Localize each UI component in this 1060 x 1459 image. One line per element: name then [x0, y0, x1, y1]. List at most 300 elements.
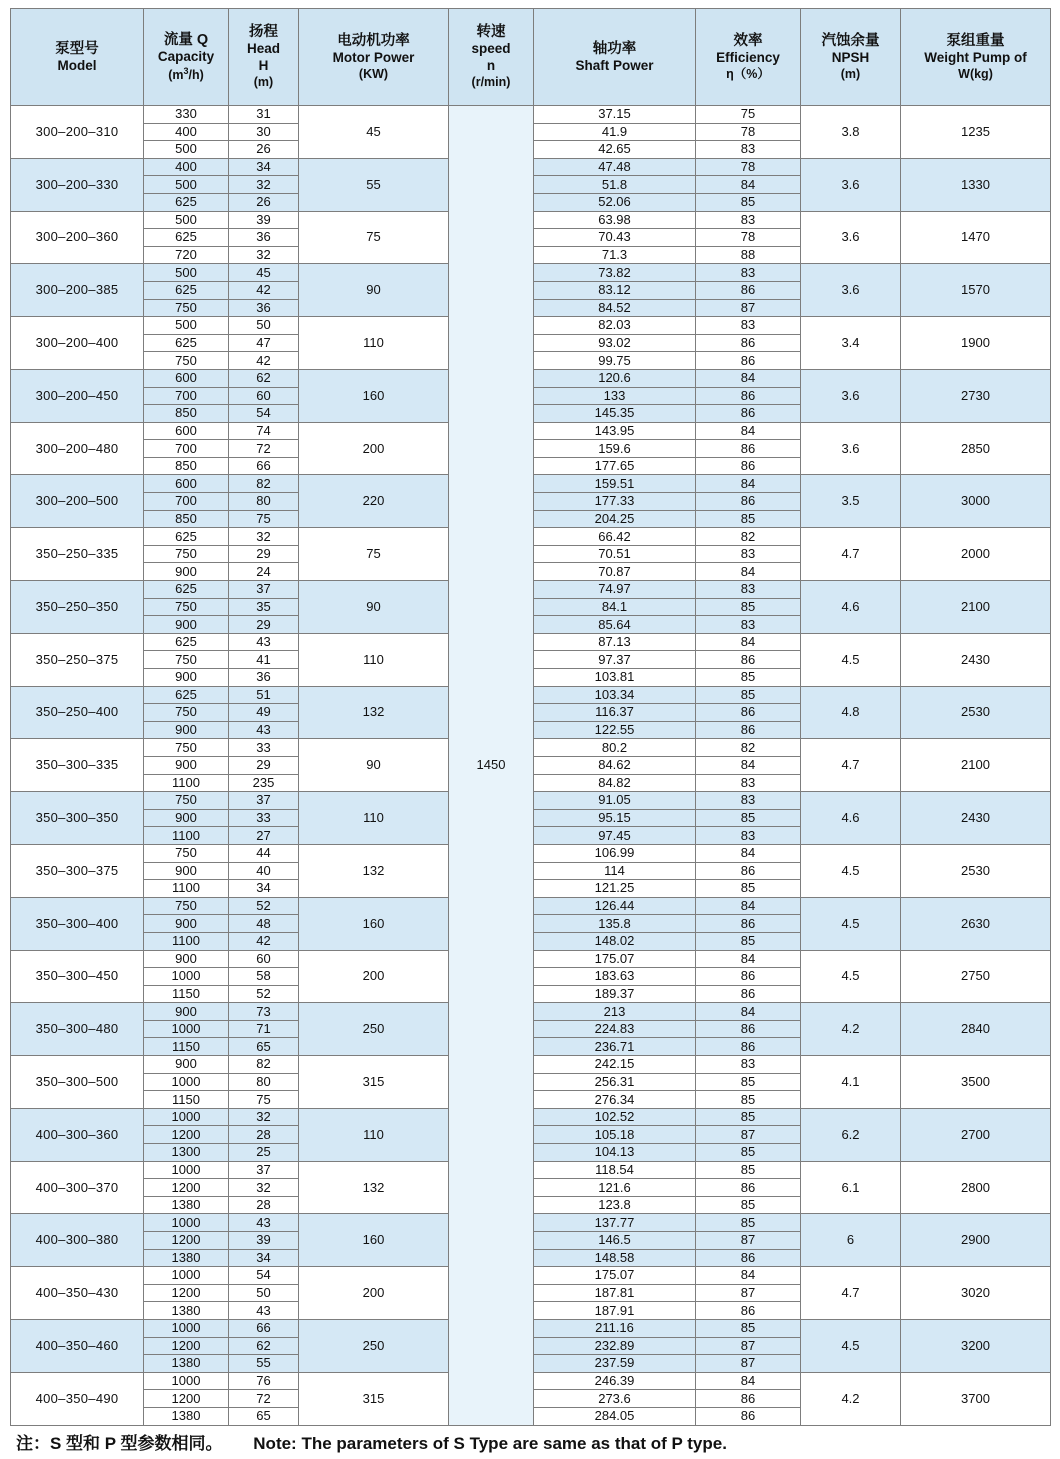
cell-efficiency: 83 — [696, 211, 801, 229]
cell-shaft-power: 189.37 — [534, 985, 696, 1003]
cell-shaft-power: 102.52 — [534, 1108, 696, 1126]
cell-shaft-power: 84.62 — [534, 756, 696, 774]
cell-shaft-power: 137.77 — [534, 1214, 696, 1232]
cell-head: 72 — [229, 440, 299, 458]
header-speed — [449, 9, 534, 106]
cell-efficiency: 86 — [696, 915, 801, 933]
header-capacity-en: Capacity — [157, 48, 215, 64]
cell-shaft-power: 116.37 — [534, 704, 696, 722]
cell-motor-power: 160 — [299, 369, 449, 422]
cell-shaft-power: 120.6 — [534, 369, 696, 387]
cell-efficiency: 85 — [696, 598, 801, 616]
cell-shaft-power: 135.8 — [534, 915, 696, 933]
cell-shaft-power: 148.02 — [534, 932, 696, 950]
cell-weight: 3000 — [901, 475, 1051, 528]
cell-model: 350–250–335 — [11, 528, 144, 581]
cell-efficiency: 87 — [696, 1126, 801, 1144]
cell-weight: 2730 — [901, 369, 1051, 422]
cell-shaft-power: 177.65 — [534, 457, 696, 475]
cell-shaft-power: 122.55 — [534, 721, 696, 739]
header-model-cn: 泵型号 — [55, 40, 99, 57]
cell-efficiency: 87 — [696, 1337, 801, 1355]
cell-model: 350–250–400 — [11, 686, 144, 739]
cell-head: 44 — [229, 844, 299, 862]
cell-efficiency: 84 — [696, 176, 801, 194]
cell-model: 350–300–375 — [11, 844, 144, 897]
cell-model: 400–350–430 — [11, 1267, 144, 1320]
header-capacity-cn: 流量 Q — [163, 31, 209, 48]
cell-efficiency: 84 — [696, 897, 801, 915]
cell-weight: 2100 — [901, 739, 1051, 792]
cell-motor-power: 55 — [299, 158, 449, 211]
cell-npsh: 4.6 — [801, 792, 901, 845]
header-speed-unit: (r/min) — [471, 75, 511, 90]
cell-npsh: 4.7 — [801, 528, 901, 581]
cell-model: 350–250–375 — [11, 633, 144, 686]
cell-shaft-power: 159.51 — [534, 475, 696, 493]
cell-capacity: 850 — [144, 457, 229, 475]
cell-efficiency: 85 — [696, 880, 801, 898]
cell-head: 42 — [229, 932, 299, 950]
cell-weight: 2900 — [901, 1214, 1051, 1267]
cell-head: 26 — [229, 193, 299, 211]
cell-npsh: 3.6 — [801, 369, 901, 422]
cell-capacity: 1200 — [144, 1179, 229, 1197]
cell-efficiency: 84 — [696, 369, 801, 387]
cell-head: 37 — [229, 792, 299, 810]
cell-capacity: 1100 — [144, 880, 229, 898]
cell-npsh: 6.1 — [801, 1161, 901, 1214]
cell-head: 55 — [229, 1355, 299, 1373]
cell-efficiency: 86 — [696, 1407, 801, 1425]
header-head — [229, 9, 299, 106]
cell-model: 300–200–385 — [11, 264, 144, 317]
cell-capacity: 1200 — [144, 1232, 229, 1250]
cell-capacity: 750 — [144, 651, 229, 669]
cell-capacity: 1000 — [144, 1161, 229, 1179]
cell-model: 300–200–480 — [11, 422, 144, 475]
cell-shaft-power: 177.33 — [534, 493, 696, 511]
cell-capacity: 1150 — [144, 1091, 229, 1109]
cell-efficiency: 85 — [696, 1214, 801, 1232]
cell-shaft-power: 52.06 — [534, 193, 696, 211]
cell-efficiency: 86 — [696, 281, 801, 299]
header-efficiency-en: Efficiency — [716, 49, 780, 65]
cell-weight: 2000 — [901, 528, 1051, 581]
cell-efficiency: 85 — [696, 510, 801, 528]
cell-motor-power: 75 — [299, 528, 449, 581]
header-efficiency-cn: 效率 — [733, 32, 763, 49]
cell-model: 350–250–350 — [11, 581, 144, 634]
cell-capacity: 900 — [144, 756, 229, 774]
cell-capacity: 1000 — [144, 1372, 229, 1390]
cell-shaft-power: 276.34 — [534, 1091, 696, 1109]
cell-head: 32 — [229, 176, 299, 194]
cell-efficiency: 86 — [696, 968, 801, 986]
cell-head: 30 — [229, 123, 299, 141]
cell-npsh: 6.2 — [801, 1108, 901, 1161]
cell-head: 39 — [229, 211, 299, 229]
cell-motor-power: 200 — [299, 1267, 449, 1320]
cell-head: 28 — [229, 1126, 299, 1144]
cell-shaft-power: 74.97 — [534, 581, 696, 599]
cell-shaft-power: 114 — [534, 862, 696, 880]
cell-capacity: 750 — [144, 299, 229, 317]
cell-head: 32 — [229, 1179, 299, 1197]
cell-capacity: 700 — [144, 387, 229, 405]
cell-shaft-power: 66.42 — [534, 528, 696, 546]
cell-shaft-power: 146.5 — [534, 1232, 696, 1250]
cell-head: 51 — [229, 686, 299, 704]
cell-head: 34 — [229, 158, 299, 176]
cell-efficiency: 87 — [696, 299, 801, 317]
cell-head: 235 — [229, 774, 299, 792]
cell-efficiency: 86 — [696, 704, 801, 722]
cell-head: 62 — [229, 1337, 299, 1355]
cell-capacity: 750 — [144, 739, 229, 757]
cell-head: 43 — [229, 1214, 299, 1232]
cell-motor-power: 160 — [299, 897, 449, 950]
cell-shaft-power: 93.02 — [534, 334, 696, 352]
cell-motor-power: 220 — [299, 475, 449, 528]
footnote-cn: 注：S 型和 P 型参数相同。 — [16, 1433, 223, 1453]
cell-motor-power: 200 — [299, 422, 449, 475]
cell-model: 300–200–450 — [11, 369, 144, 422]
cell-capacity: 750 — [144, 598, 229, 616]
cell-head: 60 — [229, 950, 299, 968]
cell-shaft-power: 37.15 — [534, 106, 696, 124]
cell-speed: 1450 — [449, 106, 534, 1426]
cell-motor-power: 315 — [299, 1372, 449, 1425]
cell-head: 66 — [229, 1319, 299, 1337]
cell-shaft-power: 242.15 — [534, 1056, 696, 1074]
cell-shaft-power: 47.48 — [534, 158, 696, 176]
cell-weight: 2530 — [901, 844, 1051, 897]
cell-efficiency: 88 — [696, 246, 801, 264]
cell-head: 72 — [229, 1390, 299, 1408]
cell-shaft-power: 246.39 — [534, 1372, 696, 1390]
cell-npsh: 4.5 — [801, 844, 901, 897]
cell-shaft-power: 175.07 — [534, 1267, 696, 1285]
cell-capacity: 600 — [144, 475, 229, 493]
cell-capacity: 1380 — [144, 1302, 229, 1320]
header-npsh-unit: (m) — [840, 66, 861, 81]
cell-shaft-power: 84.82 — [534, 774, 696, 792]
cell-model: 300–200–400 — [11, 317, 144, 370]
cell-npsh: 4.2 — [801, 1003, 901, 1056]
cell-efficiency: 84 — [696, 950, 801, 968]
cell-weight: 2530 — [901, 686, 1051, 739]
cell-head: 32 — [229, 246, 299, 264]
cell-capacity: 1100 — [144, 827, 229, 845]
cell-model: 350–300–350 — [11, 792, 144, 845]
cell-capacity: 900 — [144, 721, 229, 739]
cell-efficiency: 86 — [696, 862, 801, 880]
cell-npsh: 3.5 — [801, 475, 901, 528]
cell-capacity: 1150 — [144, 1038, 229, 1056]
cell-model: 300–200–500 — [11, 475, 144, 528]
cell-capacity: 625 — [144, 281, 229, 299]
cell-capacity: 1200 — [144, 1284, 229, 1302]
cell-head: 43 — [229, 721, 299, 739]
cell-capacity: 1300 — [144, 1144, 229, 1162]
header-efficiency-unit: η（%） — [726, 66, 770, 81]
cell-capacity: 1380 — [144, 1196, 229, 1214]
cell-head: 29 — [229, 756, 299, 774]
cell-efficiency: 83 — [696, 616, 801, 634]
cell-efficiency: 83 — [696, 774, 801, 792]
cell-weight: 3500 — [901, 1056, 1051, 1109]
cell-capacity: 625 — [144, 528, 229, 546]
cell-capacity: 750 — [144, 844, 229, 862]
cell-head: 25 — [229, 1144, 299, 1162]
cell-efficiency: 85 — [696, 1319, 801, 1337]
cell-npsh: 4.8 — [801, 686, 901, 739]
cell-efficiency: 86 — [696, 985, 801, 1003]
cell-shaft-power: 187.91 — [534, 1302, 696, 1320]
cell-weight: 2800 — [901, 1161, 1051, 1214]
cell-capacity: 900 — [144, 809, 229, 827]
cell-efficiency: 86 — [696, 1390, 801, 1408]
header-weight — [901, 9, 1051, 106]
header-motor-power-en: Motor Power — [332, 49, 415, 65]
cell-efficiency: 85 — [696, 193, 801, 211]
cell-npsh: 4.1 — [801, 1056, 901, 1109]
cell-motor-power: 315 — [299, 1056, 449, 1109]
cell-capacity: 500 — [144, 317, 229, 335]
cell-head: 32 — [229, 1108, 299, 1126]
cell-shaft-power: 63.98 — [534, 211, 696, 229]
cell-capacity: 900 — [144, 862, 229, 880]
cell-shaft-power: 51.8 — [534, 176, 696, 194]
cell-head: 76 — [229, 1372, 299, 1390]
cell-head: 45 — [229, 264, 299, 282]
cell-efficiency: 85 — [696, 1108, 801, 1126]
cell-model: 300–200–310 — [11, 106, 144, 159]
cell-motor-power: 90 — [299, 581, 449, 634]
cell-shaft-power: 97.45 — [534, 827, 696, 845]
cell-capacity: 1000 — [144, 1214, 229, 1232]
cell-head: 80 — [229, 493, 299, 511]
cell-head: 74 — [229, 422, 299, 440]
cell-capacity: 330 — [144, 106, 229, 124]
cell-capacity: 600 — [144, 422, 229, 440]
cell-npsh: 4.6 — [801, 581, 901, 634]
cell-head: 27 — [229, 827, 299, 845]
header-weight-cn: 泵组重量 — [946, 32, 1005, 49]
cell-head: 48 — [229, 915, 299, 933]
cell-head: 36 — [229, 669, 299, 687]
cell-head: 52 — [229, 897, 299, 915]
cell-capacity: 850 — [144, 405, 229, 423]
cell-capacity: 1380 — [144, 1355, 229, 1373]
cell-efficiency: 86 — [696, 352, 801, 370]
cell-head: 29 — [229, 616, 299, 634]
cell-efficiency: 86 — [696, 1249, 801, 1267]
cell-head: 58 — [229, 968, 299, 986]
cell-capacity: 1000 — [144, 1267, 229, 1285]
header-weight-en: Weight Pump of — [924, 49, 1027, 65]
cell-shaft-power: 224.83 — [534, 1020, 696, 1038]
cell-shaft-power: 105.18 — [534, 1126, 696, 1144]
cell-head: 35 — [229, 598, 299, 616]
header-speed-en: speed — [471, 41, 511, 57]
cell-head: 82 — [229, 1056, 299, 1074]
cell-shaft-power: 133 — [534, 387, 696, 405]
cell-head: 37 — [229, 1161, 299, 1179]
cell-npsh: 3.6 — [801, 211, 901, 264]
cell-efficiency: 85 — [696, 686, 801, 704]
cell-head: 49 — [229, 704, 299, 722]
cell-weight: 2430 — [901, 792, 1051, 845]
cell-capacity: 750 — [144, 704, 229, 722]
cell-efficiency: 86 — [696, 1179, 801, 1197]
cell-shaft-power: 103.34 — [534, 686, 696, 704]
cell-motor-power: 110 — [299, 317, 449, 370]
header-speed-symbol: n — [486, 58, 496, 74]
cell-head: 54 — [229, 405, 299, 423]
cell-motor-power: 90 — [299, 739, 449, 792]
cell-model: 350–300–480 — [11, 1003, 144, 1056]
cell-model: 350–300–500 — [11, 1056, 144, 1109]
cell-efficiency: 86 — [696, 1302, 801, 1320]
table-row — [11, 106, 1051, 124]
cell-efficiency: 78 — [696, 123, 801, 141]
cell-motor-power: 75 — [299, 211, 449, 264]
cell-shaft-power: 99.75 — [534, 352, 696, 370]
header-speed-cn: 转速 — [476, 24, 506, 41]
cell-head: 39 — [229, 1232, 299, 1250]
cell-capacity: 625 — [144, 686, 229, 704]
cell-npsh: 3.6 — [801, 422, 901, 475]
cell-shaft-power: 70.43 — [534, 229, 696, 247]
cell-capacity: 900 — [144, 1056, 229, 1074]
cell-shaft-power: 42.65 — [534, 141, 696, 159]
cell-capacity: 625 — [144, 633, 229, 651]
cell-motor-power: 132 — [299, 1161, 449, 1214]
cell-shaft-power: 103.81 — [534, 669, 696, 687]
cell-head: 28 — [229, 1196, 299, 1214]
cell-capacity: 1150 — [144, 985, 229, 1003]
cell-shaft-power: 256.31 — [534, 1073, 696, 1091]
cell-model: 400–300–380 — [11, 1214, 144, 1267]
cell-weight: 1235 — [901, 106, 1051, 159]
cell-shaft-power: 145.35 — [534, 405, 696, 423]
cell-capacity: 1200 — [144, 1126, 229, 1144]
cell-capacity: 1380 — [144, 1407, 229, 1425]
cell-head: 33 — [229, 809, 299, 827]
cell-head: 43 — [229, 633, 299, 651]
cell-shaft-power: 148.58 — [534, 1249, 696, 1267]
cell-model: 400–350–490 — [11, 1372, 144, 1425]
cell-efficiency: 85 — [696, 1091, 801, 1109]
cell-motor-power: 160 — [299, 1214, 449, 1267]
cell-npsh: 4.7 — [801, 1267, 901, 1320]
cell-head: 33 — [229, 739, 299, 757]
cell-shaft-power: 284.05 — [534, 1407, 696, 1425]
cell-shaft-power: 213 — [534, 1003, 696, 1021]
cell-capacity: 750 — [144, 352, 229, 370]
header-shaft-power-en: Shaft Power — [575, 57, 654, 73]
cell-capacity: 900 — [144, 563, 229, 581]
cell-head: 42 — [229, 352, 299, 370]
cell-head: 32 — [229, 528, 299, 546]
cell-head: 34 — [229, 880, 299, 898]
cell-motor-power: 90 — [299, 264, 449, 317]
cell-efficiency: 86 — [696, 1038, 801, 1056]
cell-model: 300–200–330 — [11, 158, 144, 211]
header-capacity — [144, 9, 229, 106]
cell-weight: 1330 — [901, 158, 1051, 211]
cell-shaft-power: 126.44 — [534, 897, 696, 915]
cell-weight: 2630 — [901, 897, 1051, 950]
cell-efficiency: 83 — [696, 317, 801, 335]
cell-shaft-power: 80.2 — [534, 739, 696, 757]
cell-capacity: 625 — [144, 334, 229, 352]
footnote-en: Note: The parameters of S Type are same as that of P type. — [253, 1433, 727, 1453]
footnote — [10, 1433, 1050, 1455]
cell-capacity: 900 — [144, 915, 229, 933]
cell-weight: 3700 — [901, 1372, 1051, 1425]
cell-efficiency: 83 — [696, 1056, 801, 1074]
cell-capacity: 750 — [144, 897, 229, 915]
cell-weight: 2850 — [901, 422, 1051, 475]
cell-head: 62 — [229, 369, 299, 387]
cell-efficiency: 85 — [696, 932, 801, 950]
cell-head: 71 — [229, 1020, 299, 1038]
cell-shaft-power: 237.59 — [534, 1355, 696, 1373]
header-motor-power-unit: (KW) — [358, 66, 389, 81]
cell-efficiency: 83 — [696, 581, 801, 599]
cell-weight: 3200 — [901, 1319, 1051, 1372]
header-shaft-power — [534, 9, 696, 106]
cell-capacity: 1000 — [144, 1020, 229, 1038]
cell-efficiency: 86 — [696, 405, 801, 423]
cell-head: 36 — [229, 299, 299, 317]
cell-capacity: 625 — [144, 193, 229, 211]
cell-head: 43 — [229, 1302, 299, 1320]
cell-motor-power: 110 — [299, 633, 449, 686]
cell-head: 26 — [229, 141, 299, 159]
cell-efficiency: 83 — [696, 545, 801, 563]
cell-efficiency: 85 — [696, 1073, 801, 1091]
cell-shaft-power: 83.12 — [534, 281, 696, 299]
cell-motor-power: 132 — [299, 844, 449, 897]
cell-npsh: 3.6 — [801, 158, 901, 211]
cell-capacity: 1000 — [144, 1108, 229, 1126]
cell-shaft-power: 187.81 — [534, 1284, 696, 1302]
cell-efficiency: 86 — [696, 440, 801, 458]
cell-weight: 1570 — [901, 264, 1051, 317]
cell-capacity: 400 — [144, 158, 229, 176]
cell-weight: 2750 — [901, 950, 1051, 1003]
cell-efficiency: 83 — [696, 264, 801, 282]
cell-head: 82 — [229, 475, 299, 493]
cell-head: 80 — [229, 1073, 299, 1091]
header-capacity-unit: $(m^3/h)$ — [168, 65, 204, 82]
header-model — [11, 9, 144, 106]
cell-model: 300–200–360 — [11, 211, 144, 264]
header-efficiency — [696, 9, 801, 106]
cell-model: 350–300–450 — [11, 950, 144, 1003]
cell-capacity: 720 — [144, 246, 229, 264]
cell-shaft-power: 118.54 — [534, 1161, 696, 1179]
cell-efficiency: 84 — [696, 1003, 801, 1021]
header-head-en: Head — [246, 41, 280, 57]
cell-efficiency: 86 — [696, 651, 801, 669]
cell-capacity: 900 — [144, 616, 229, 634]
cell-capacity: 1100 — [144, 774, 229, 792]
